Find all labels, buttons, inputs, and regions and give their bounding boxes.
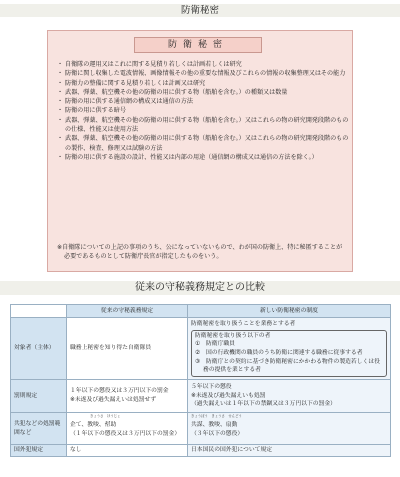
list-item: ・ 防衛の用に供する施設の設計、性能又は内部の用途（通信網の構成又は通信の方法を除く。） [57,153,349,162]
penalty-new-line: ※未遂及び過失漏えいも処罰 [191,392,266,399]
table-row [11,445,391,457]
row-label-conspiracy: 共犯などの処罰範囲など [11,413,67,445]
list-item: ・ 自衛隊の運用又はこれに関する見積り若しくは計画若しくは研究 [57,60,349,69]
penalty-old-line: １年以下の懲役又は３万円以下の罰金 [70,388,169,395]
cell-conspiracy-old [67,413,188,445]
list-item: ・ 防衛力の整備に関する見積り若しくは計画又は研究 [57,79,349,88]
conspiracy-new-main [191,414,242,430]
cell-abroad-old: なし [67,445,188,457]
conspiracy-old-line: （１年以下の懲役又は３万円以下の罰金） [70,431,181,437]
table-row [11,318,391,380]
definition-header: 防衛秘密 [134,37,262,53]
row-label-target: 対象者（主体） [11,318,67,380]
header-corner [11,305,67,318]
target-new-item: ② 国の行政機関の職員のうち防衛に関連する職務に従事する者 [195,350,363,356]
target-new-item: ① 防衛庁職員 [195,341,235,348]
penalty-new-line: ５年以下の懲役 [191,384,232,391]
row-label-abroad: 国外犯規定 [11,445,67,457]
list-item: ・ 武器、弾薬、航空機その他の防衛の用に供する物（船舶を含む。）の種類又は数量 [57,88,349,97]
table-row [11,380,391,413]
table-row [11,413,391,445]
list-item: ・ 防衛の用に供する暗号 [57,106,349,115]
cell-target-old: 職務上秘密を知り得た自衛隊員 [67,318,188,380]
target-new-item: ③ 防衛庁との契約に基づき防衛秘密にかかわる物件の製造若しくは役務の提供を業とする者 [195,358,380,374]
conspiracy-old-text: 企て、教唆、幇助 [70,422,117,429]
row-label-penalty: 罰則規定 [11,380,67,413]
cell-penalty-old [67,380,188,413]
cell-target-new [188,318,391,380]
cell-abroad-new: 日本国民の国外犯について規定 [188,445,391,457]
penalty-old-line: ※未遂及び過失漏えいは処罰せず [70,397,157,403]
definition-note: ※自衛隊についての上記の事項のうち、公になっていないもので、わが国の防衛上、特に秘匿することが必要であるものとして防衛庁長官が指定したものをいう。 [57,244,343,261]
conspiracy-new-ruby: きょうぼう きょうさ せんどう [191,414,242,419]
definition-box [47,30,353,272]
list-item: ・ 防衛に関し収集した電波情報、画像情報その他の重要な情報及びこれらの情報の収集整理又はその能力 [57,69,349,78]
table-header-row [11,305,391,318]
target-new-bracket [191,330,387,377]
conspiracy-new-line: （３年以下の懲役） [191,431,244,437]
section-title-comparison: 従来の守秘義務規定との比較 [0,281,400,295]
cell-penalty-new [188,380,391,413]
header-old-rule: 従来の守秘義務規定 [67,305,188,318]
header-new-rule: 新しい防衛秘密の制度 [188,305,391,318]
conspiracy-old-ruby: きょうさ ほうじょ [90,414,121,419]
conspiracy-old-main [70,414,121,430]
cell-conspiracy-new [188,413,391,445]
list-item: ・ 防衛の用に供する通信網の構成又は通信の方法 [57,97,349,106]
comparison-table [10,304,391,457]
conspiracy-new-text: 共謀、教唆、扇動 [191,422,238,429]
target-new-bracket-head: 防衛秘密を取り扱う以下の者 [195,332,271,339]
list-item: ・ 武器、弾薬、航空機その他の防衛の用に供する物（船舶を含む。）又はこれらの物の研究開発段階のものの製作、検査、修理又は試験の方法 [57,134,349,153]
target-new-intro: 防衛秘密を取り扱うことを業務とする者 [191,321,296,328]
list-item: ・ 武器、弾薬、航空機その他の防衛の用に供する物（船舶を含む。）又はこれらの物の研究開発段階のものの仕様、性能又は使用方法 [57,116,349,135]
definition-list [57,60,349,162]
penalty-new-line: （過失漏えいは１年以下の禁錮又は３万円以下の罰金） [191,401,336,408]
section-title-defense-secret: 防衛秘密 [0,4,400,17]
